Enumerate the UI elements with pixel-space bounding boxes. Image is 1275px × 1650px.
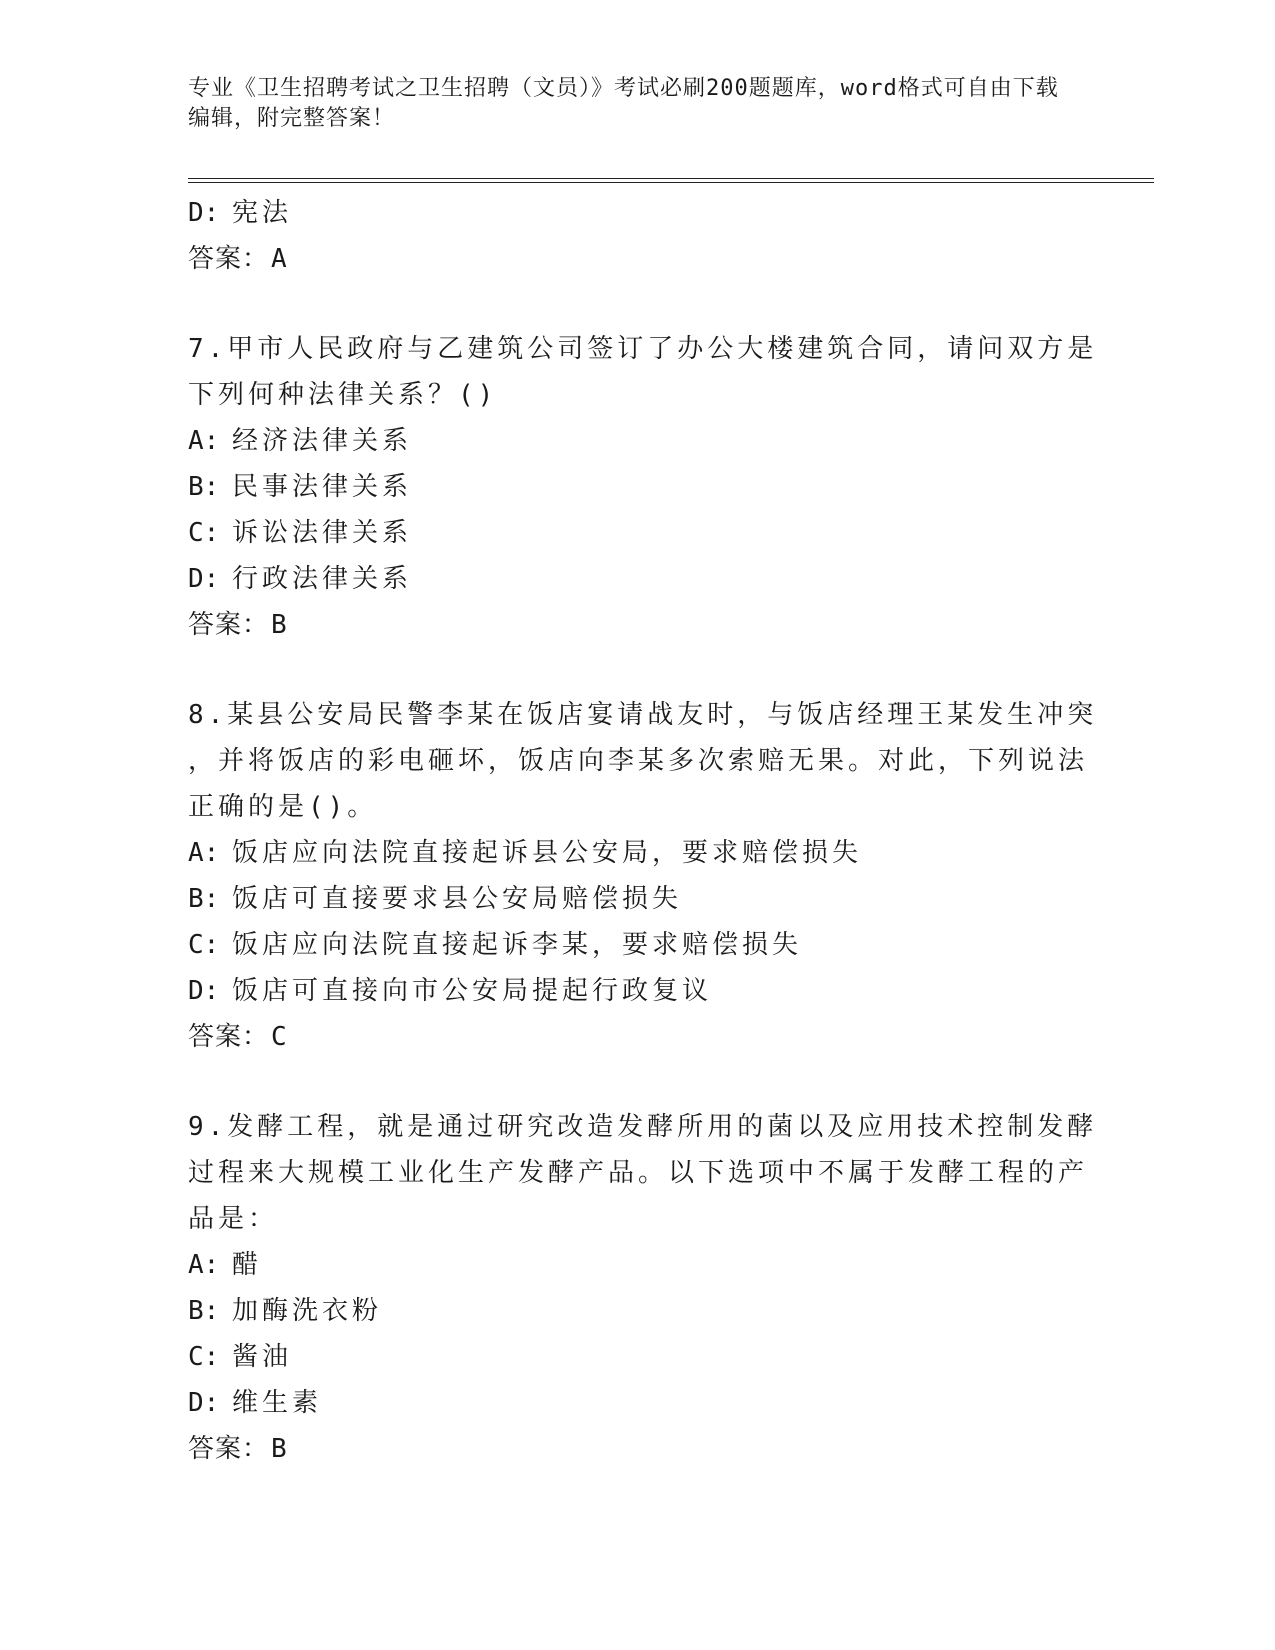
question-block bbox=[188, 692, 1098, 1060]
option-label: C: bbox=[188, 518, 220, 548]
spacer bbox=[188, 1060, 1068, 1104]
option-label: B: bbox=[188, 884, 220, 914]
answer-line bbox=[188, 602, 1068, 648]
question-stem-line: 下列何种法律关系？() bbox=[188, 380, 498, 410]
option-label: B: bbox=[188, 472, 220, 502]
option-text: 饭店应向法院直接起诉李某，要求赔偿损失 bbox=[232, 930, 803, 960]
option-label: D: bbox=[188, 976, 220, 1006]
question-stem-line: 品是： bbox=[188, 1204, 279, 1234]
answer-label: 答案： bbox=[188, 244, 270, 274]
question-stem-line: 8.某县公安局民警李某在饭店宴请战友时，与饭店经理王某发生冲突 bbox=[188, 700, 1098, 730]
option-label: D: bbox=[188, 1388, 220, 1418]
option-line bbox=[188, 968, 1068, 1014]
option-line bbox=[188, 190, 1068, 236]
option-text: 加酶洗衣粉 bbox=[232, 1296, 383, 1326]
option-line bbox=[188, 556, 1068, 602]
option-text: 饭店应向法院直接起诉县公安局，要求赔偿损失 bbox=[232, 838, 863, 868]
question-content bbox=[188, 190, 1098, 1472]
answer-line bbox=[188, 236, 1068, 282]
option-label: A: bbox=[188, 1250, 220, 1280]
answer-line bbox=[188, 1014, 1068, 1060]
option-line bbox=[188, 876, 1068, 922]
option-line bbox=[188, 1288, 1068, 1334]
option-line bbox=[188, 1380, 1068, 1426]
option-line bbox=[188, 1334, 1068, 1380]
answer-value: B bbox=[271, 1434, 288, 1464]
question-stem-line: 7.甲市人民政府与乙建筑公司签订了办公大楼建筑合同，请问双方是 bbox=[188, 334, 1098, 364]
question-block bbox=[188, 326, 1098, 648]
answer-value: C bbox=[271, 1022, 288, 1052]
option-text: 饭店可直接要求县公安局赔偿损失 bbox=[232, 884, 683, 914]
option-line bbox=[188, 510, 1068, 556]
question-stem-line: ，并将饭店的彩电砸坏，饭店向李某多次索赔无果。对此，下列说法 bbox=[188, 746, 1089, 776]
option-line bbox=[188, 464, 1068, 510]
option-text: 行政法律关系 bbox=[232, 564, 413, 594]
answer-value: A bbox=[271, 244, 288, 274]
option-line bbox=[188, 830, 1068, 876]
option-text: 饭店可直接向市公安局提起行政复议 bbox=[232, 976, 713, 1006]
question-stem-line: 9.发酵工程，就是通过研究改造发酵所用的菌以及应用技术控制发酵 bbox=[188, 1112, 1098, 1142]
option-line bbox=[188, 418, 1068, 464]
option-text: 民事法律关系 bbox=[232, 472, 413, 502]
option-text: 宪法 bbox=[232, 198, 293, 228]
answer-label: 答案： bbox=[188, 610, 270, 640]
option-label: D: bbox=[188, 564, 220, 594]
header-divider bbox=[188, 178, 1154, 183]
option-text: 诉讼法律关系 bbox=[232, 518, 413, 548]
question-stem-line: 正确的是()。 bbox=[188, 792, 378, 822]
answer-value: B bbox=[271, 610, 288, 640]
option-line bbox=[188, 1242, 1068, 1288]
option-line bbox=[188, 922, 1068, 968]
answer-line bbox=[188, 1426, 1068, 1472]
option-label: A: bbox=[188, 426, 220, 456]
option-label: C: bbox=[188, 930, 220, 960]
option-label: B: bbox=[188, 1296, 220, 1326]
answer-label: 答案： bbox=[188, 1434, 270, 1464]
option-text: 酱油 bbox=[232, 1342, 293, 1372]
option-text: 经济法律关系 bbox=[232, 426, 413, 456]
option-label: A: bbox=[188, 838, 220, 868]
page-header bbox=[188, 74, 1068, 134]
option-text: 维生素 bbox=[232, 1388, 323, 1418]
spacer bbox=[188, 648, 1068, 692]
spacer bbox=[188, 282, 1068, 326]
option-text: 醋 bbox=[232, 1250, 263, 1280]
option-label: D: bbox=[188, 198, 220, 228]
question-stem-line: 过程来大规模工业化生产发酵产品。以下选项中不属于发酵工程的产 bbox=[188, 1158, 1089, 1188]
document-title: 专业《卫生招聘考试之卫生招聘（文员）》考试必刷200题题库，word格式可自由下载编辑，附完整答案！ bbox=[188, 76, 1059, 131]
answer-label: 答案： bbox=[188, 1022, 270, 1052]
option-label: C: bbox=[188, 1342, 220, 1372]
question-block bbox=[188, 1104, 1098, 1472]
